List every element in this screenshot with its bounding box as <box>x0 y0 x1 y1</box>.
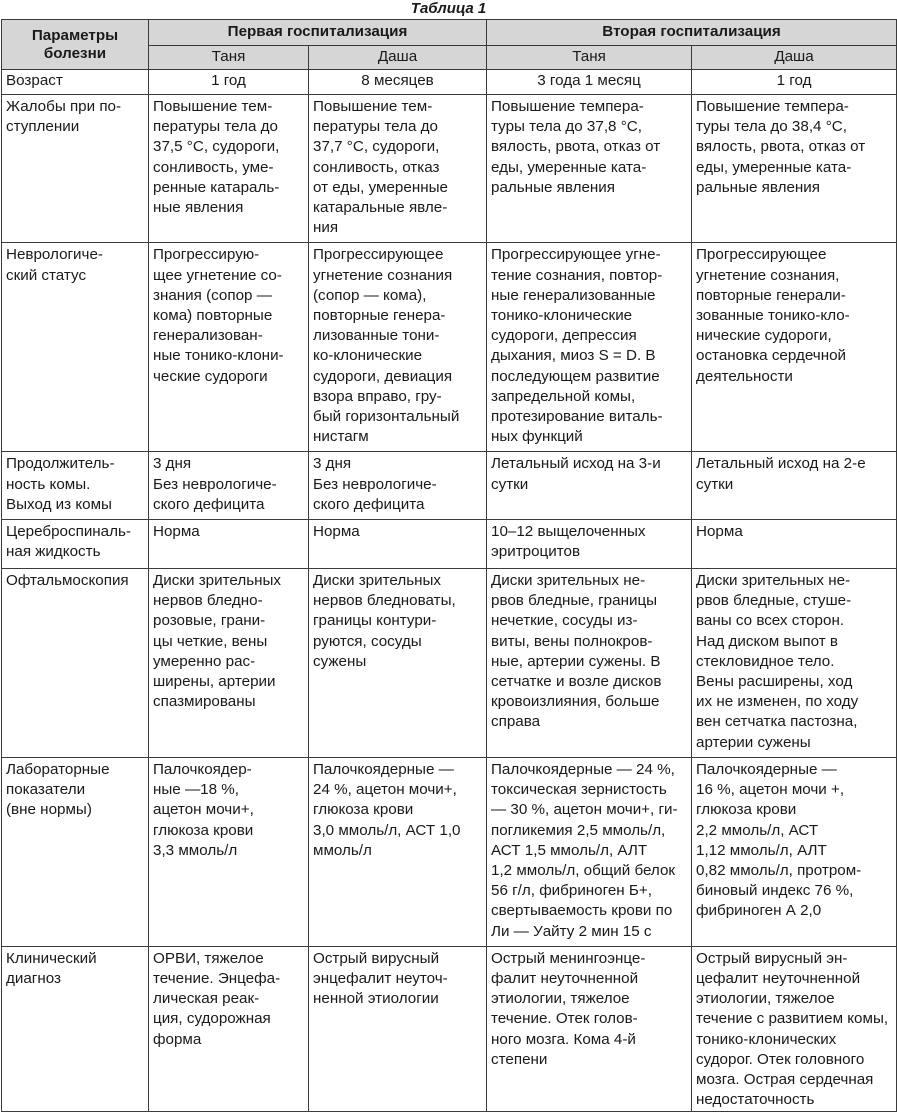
table-cell: Летальный исход на 3-и сутки <box>487 452 692 520</box>
row-label: Цереброспиналь- ная жидкость <box>2 520 149 569</box>
row-label: Клинический диагноз <box>2 946 149 1111</box>
row-label: Лабораторные показатели (вне нормы) <box>2 757 149 946</box>
table-cell: Палочкоядерные — 24 %, ацетон мочи+, глюкоза крови 3,0 ммоль/л, АСТ 1,0 ммоль/л <box>309 757 487 946</box>
table-cell: Палочкоядер- ные —18 %, ацетон мочи+, глюкоза крови 3,3 ммоль/л <box>149 757 309 946</box>
header-second-hospitalization: Вторая госпитализация <box>487 20 897 46</box>
table-cell: Норма <box>309 520 487 569</box>
row-age <box>2 70 897 95</box>
header-patient-tanya-1: Таня <box>149 46 309 70</box>
row-clinical-diagnosis <box>2 946 897 1111</box>
table-cell: Диски зрительных нервов бледноваты, границы контури- руются, сосуды сужены <box>309 569 487 758</box>
table-cell: Повышение тем- пературы тела до 37,5 °С, судороги, сонливость, уме- ренные катараль- ные явления <box>149 95 309 243</box>
table-cell: Норма <box>149 520 309 569</box>
table-cell: Палочкоядерные — 24 %, токсическая зернистость — 30 %, ацетон мочи+, ги- погликемия 2,5 ммоль/л, АСТ 1,5 ммоль/л, АЛТ 1,2 ммоль/л, общий белок 56 г/л, фибриноген Б+, свертываемость крови по Ли — Уайту 2 мин 15 с <box>487 757 692 946</box>
table-cell: Диски зрительных не- рвов бледные, границы нечеткие, сосуды из- виты, вены полнокров- ные, артерии сужены. В сетчатке и возле дисков кровоизлияния, больше справа <box>487 569 692 758</box>
row-label: Возраст <box>2 70 149 95</box>
table-cell: ОРВИ, тяжелое течение. Энцефа- лическая реак- ция, судорожная форма <box>149 946 309 1111</box>
header-params: Параметры болезни <box>2 20 149 70</box>
row-label: Неврологиче- ский статус <box>2 243 149 452</box>
row-neuro-status <box>2 243 897 452</box>
table-cell: Прогрессирующее угне- тение сознания, повтор- ные генерализованные тонико-клонические судороги, депрессия дыхания, миоз S = D. В последующем развитие запредельной комы, протезирование виталь- ных функций <box>487 243 692 452</box>
table-cell: 1 год <box>149 70 309 95</box>
header-patient-dasha-1: Даша <box>309 46 487 70</box>
table-cell: Повышение темпера- туры тела до 37,8 °С, вялость, рвота, отказ от еды, умеренные ката- ральные явления <box>487 95 692 243</box>
table-cell: Диски зрительных не- рвов бледные, стуше- ваны со всех сторон. Над диском выпот в стекловидное тело. Вены расширены, ход их не изменен, по ходу вен сетчатка пастозна, артерии сужены <box>692 569 897 758</box>
table-cell: 3 года 1 месяц <box>487 70 692 95</box>
table-cell: Летальный исход на 2-е сутки <box>692 452 897 520</box>
table-cell: Острый вирусный эн- цефалит неуточненной этиологии, тяжелое течение с развитием комы, тонико-клонических судорог. Отек головного мозга. Острая сердечная недостаточность <box>692 946 897 1111</box>
table-cell: Прогрессирующее угнетение сознания, повторные генерали- зованные тонико-кло- нические судороги, остановка сердечной деятельности <box>692 243 897 452</box>
table-cell: 3 дня Без неврологиче- ского дефицита <box>309 452 487 520</box>
row-ophthalmoscopy <box>2 569 897 758</box>
table-cell: 10–12 выщелоченных эритроцитов <box>487 520 692 569</box>
table-cell: Острый вирусный энцефалит неуточ- ненной этиологии <box>309 946 487 1111</box>
row-csf <box>2 520 897 569</box>
table-cell: Острый менингоэнце- фалит неуточненной этиологии, тяжелое течение. Отек голов- ного мозга. Кома 4-й степени <box>487 946 692 1111</box>
table-cell: Прогрессирующее угнетение сознания (сопор — кома), повторные генера- лизованные тони- ко-клонические судороги, девиация взора вправо, гру- бый горизонтальный нистагм <box>309 243 487 452</box>
table-cell: 1 год <box>692 70 897 95</box>
table-cell: Диски зрительных нервов бледно- розовые, грани- цы четкие, вены умеренно рас- ширены, артерии спазмированы <box>149 569 309 758</box>
row-lab-results <box>2 757 897 946</box>
header-patient-dasha-2: Даша <box>692 46 897 70</box>
row-complaints <box>2 95 897 243</box>
table-cell: Повышение тем- пературы тела до 37,7 °С, судороги, сонливость, отказ от еды, умеренные катаральные явле- ния <box>309 95 487 243</box>
row-label: Продолжитель- ность комы. Выход из комы <box>2 452 149 520</box>
table-cell: Палочкоядерные — 16 %, ацетон мочи +, глюкоза крови 2,2 ммоль/л, АСТ 1,12 ммоль/л, АЛТ 0,82 ммоль/л, протром- биновый индекс 76 %, фибриноген А 2,0 <box>692 757 897 946</box>
row-label: Офтальмоскопия <box>2 569 149 758</box>
table-cell: Повышение темпера- туры тела до 38,4 °С, вялость, рвота, отказ от еды, умеренные ката- ральные явления <box>692 95 897 243</box>
table-cell: Норма <box>692 520 897 569</box>
row-label: Жалобы при по- ступлении <box>2 95 149 243</box>
table-caption: Таблица 1 <box>410 0 487 17</box>
header-patient-tanya-2: Таня <box>487 46 692 70</box>
table-cell: 3 дня Без неврологиче- ского дефицита <box>149 452 309 520</box>
header-first-hospitalization: Первая госпитализация <box>149 20 487 46</box>
table-cell: Прогрессирую- щее угнетение со- знания (сопор — кома) повторные генерализован- ные тонико-клони- ческие судороги <box>149 243 309 452</box>
row-coma-duration <box>2 452 897 520</box>
table-cell: 8 месяцев <box>309 70 487 95</box>
data-table <box>1 19 897 1112</box>
